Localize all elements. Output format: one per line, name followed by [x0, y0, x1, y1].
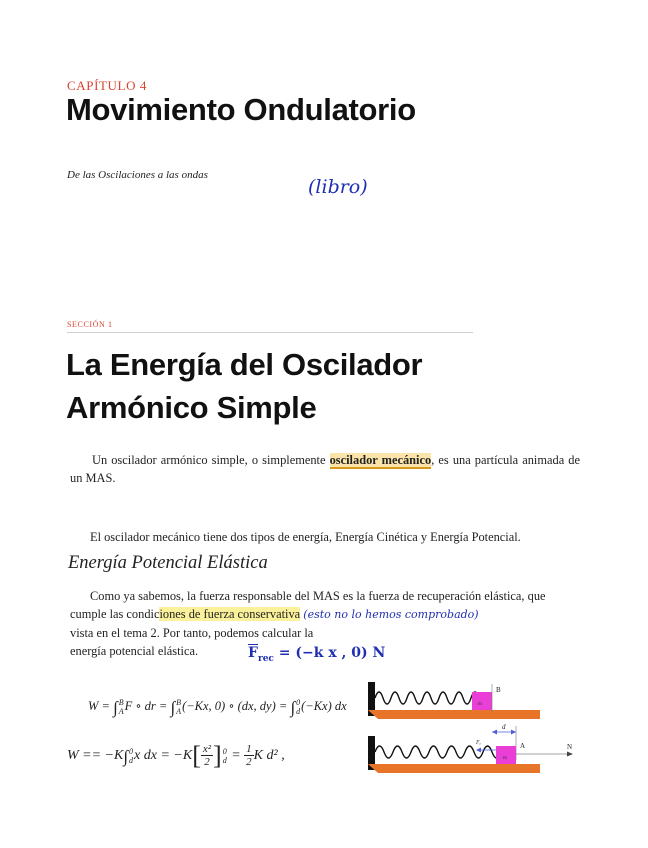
force-rhs: = (−k x , 0) N	[273, 645, 386, 661]
bottom-mass-label: m	[503, 756, 507, 761]
para3-text-pre: Como ya sabemos, la fuerza responsable del MAS es la fuerza de recuperación elástica, que cumple las condic	[70, 589, 546, 621]
label-B: B	[496, 686, 501, 694]
top-mass-block	[472, 692, 492, 710]
bracket-limits	[223, 747, 227, 765]
bottom-support-bar	[368, 764, 540, 773]
integral-limits	[296, 698, 300, 716]
upper-limit: 0	[296, 698, 301, 708]
para3-text-line3: vista en el tema 2. Por tanto, podemos calcular la	[70, 626, 314, 640]
bottom-mass-block	[496, 746, 516, 764]
force-symbol: $\overline{F}$	[248, 645, 258, 661]
integral-limits	[129, 747, 133, 765]
formula2-lhs: W == −K	[67, 748, 124, 763]
integral-sign-icon: ∫	[290, 698, 296, 717]
section-title-line2: Armónico Simple	[66, 390, 317, 425]
highlight-oscilador-mecanico: oscilador mecánico	[329, 453, 432, 467]
upper-limit: B	[176, 698, 182, 708]
formula1-term3: (−Kx) dx	[301, 699, 347, 713]
handwritten-force-equation	[248, 645, 385, 664]
arrowhead-icon	[476, 748, 481, 753]
label-A: A	[520, 742, 526, 750]
highlight-fuerza-conservativa: iones de fuerza conservativa	[159, 607, 301, 621]
lower-limit: d	[129, 755, 134, 765]
label-d: d	[502, 723, 506, 731]
left-bracket: [	[192, 741, 201, 770]
force-subscript: rec	[257, 653, 274, 664]
integral-limits	[119, 698, 124, 716]
top-support-bar	[368, 710, 540, 719]
fraction-numerator: 1	[246, 743, 252, 756]
integral-sign-icon: ∫	[170, 698, 176, 717]
handwritten-note: (esto no lo hemos comprobado)	[303, 608, 479, 621]
top-spring	[375, 692, 482, 704]
bottom-spring	[375, 746, 506, 758]
para3-text-line4: energía potencial elástica.	[70, 644, 199, 658]
work-integral-formula	[88, 698, 347, 718]
subheading-potential-energy: Energía Potencial Elástica	[68, 553, 268, 573]
integral-sign-icon: ∫	[113, 698, 118, 717]
label-N: N	[567, 743, 573, 751]
section-title-line1: La Energía del Oscilador	[66, 347, 423, 382]
top-mass-label: m	[478, 702, 482, 707]
right-bracket: ]	[213, 741, 222, 770]
fraction-denominator: 2	[204, 756, 210, 769]
label-F: Fₑ	[476, 740, 482, 746]
formula1-term2: (−Kx, 0) ∘ (dx, dy) =	[182, 699, 291, 713]
para1-text-post: , es una partícula animada de un MAS.	[70, 453, 581, 485]
fraction-one-half	[244, 743, 254, 768]
formula1-lhs: W =	[88, 699, 114, 713]
fraction-x2-over-2	[201, 743, 213, 768]
paragraph-energy-types: El oscilador mecánico tiene dos tipos de energía, Energía Cinética y Energía Potencial.	[90, 530, 521, 544]
lower-limit: d	[222, 755, 227, 765]
upper-limit: B	[118, 698, 124, 708]
formula2-tail: K d² ,	[253, 748, 285, 763]
lower-limit: d	[296, 707, 301, 717]
paragraph-intro	[70, 451, 580, 487]
formula1-term1: F ∘ dr =	[124, 699, 171, 713]
arrowhead-icon	[511, 730, 516, 735]
formula2-term1: x dx = −K	[134, 748, 193, 763]
section-title	[66, 343, 422, 429]
lower-limit: A	[118, 707, 124, 717]
chapter-title: Movimiento Ondulatorio	[66, 92, 416, 127]
handwritten-libro-annotation: (libro)	[308, 176, 368, 198]
upper-limit: 0	[222, 746, 227, 756]
lower-limit: A	[176, 707, 182, 717]
work-result-formula	[67, 741, 285, 771]
integral-sign-icon: ∫	[123, 747, 129, 766]
fraction-numerator: x²	[202, 743, 212, 756]
arrowhead-icon	[492, 730, 497, 735]
integral-limits	[176, 698, 181, 716]
upper-limit: 0	[129, 746, 134, 756]
chapter-subtitle: De las Oscilaciones a las ondas	[67, 169, 208, 181]
fraction-denominator: 2	[246, 756, 252, 769]
para1-text-pre: Un oscilador armónico simple, o simplemente	[92, 453, 330, 467]
formula2-equals: =	[227, 748, 245, 763]
spring-oscillator-diagram	[364, 676, 589, 781]
chapter-label: CAPÍTULO 4	[67, 78, 148, 93]
section-label: SECCIÓN 1	[67, 320, 113, 329]
section-divider	[67, 332, 473, 333]
arrowhead-icon	[567, 752, 573, 757]
